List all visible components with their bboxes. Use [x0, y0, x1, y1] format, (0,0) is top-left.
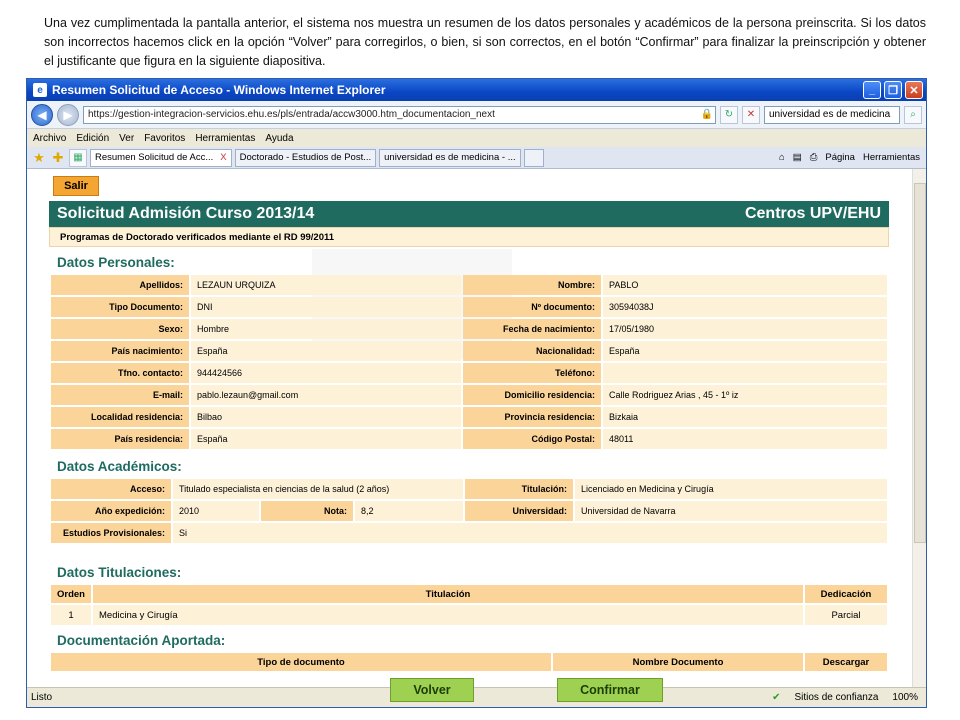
- column-header: Nombre Documento: [553, 653, 803, 671]
- table-header-row: [51, 585, 887, 603]
- field-label: Nº documento:: [463, 297, 601, 317]
- field-label: Localidad residencia:: [51, 407, 189, 427]
- search-icon[interactable]: ⌕: [904, 106, 922, 124]
- tab-close-icon[interactable]: X: [220, 152, 227, 163]
- titulacion-value: Licenciado en Medicina y Cirugía: [575, 479, 887, 499]
- lock-icon[interactable]: 🔒: [700, 109, 714, 120]
- field-label: Titulación:: [465, 479, 573, 499]
- print-icon[interactable]: ⎙: [809, 152, 818, 163]
- column-header: Descargar: [805, 653, 887, 671]
- favorites-star-icon[interactable]: ★: [33, 149, 45, 165]
- menu-herramientas[interactable]: Herramientas: [195, 132, 256, 144]
- forward-icon[interactable]: ▶: [57, 104, 79, 126]
- pais-nacimiento-value: España: [191, 341, 461, 361]
- column-header: Orden: [51, 585, 91, 603]
- tools-menu[interactable]: Herramientas: [862, 152, 920, 163]
- field-label: Nacionalidad:: [463, 341, 601, 361]
- anio-expedicion-value: 2010: [173, 501, 259, 521]
- table-row: [51, 385, 887, 405]
- page-content: [27, 169, 912, 689]
- table-row: [51, 297, 887, 317]
- table-row: [51, 341, 887, 361]
- domicilio-value: Calle Rodriguez Arias , 45 - 1º iz: [603, 385, 887, 405]
- nacionalidad-value: España: [603, 341, 887, 361]
- fecha-nacimiento-value: 17/05/1980: [603, 319, 887, 339]
- num-documento-value: 30594038J: [603, 297, 887, 317]
- field-label: Nombre:: [463, 275, 601, 295]
- tipo-documento-value: DNI: [191, 297, 461, 317]
- field-label: Tipo Documento:: [51, 297, 189, 317]
- trusted-sites-label: Sitios de confianza: [794, 692, 879, 703]
- tab-label: Resumen Solicitud de Acc...: [95, 152, 214, 163]
- personal-data-table: [49, 273, 889, 451]
- table-header-row: [51, 653, 887, 671]
- table-row: [51, 429, 887, 449]
- academic-data-table: [49, 477, 889, 545]
- menu-archivo[interactable]: Archivo: [33, 132, 67, 144]
- column-header: Titulación: [93, 585, 803, 603]
- minimize-icon[interactable]: _: [863, 81, 881, 99]
- refresh-icon[interactable]: ↻: [720, 106, 738, 124]
- titulaciones-section-title: Datos Titulaciones:: [57, 565, 182, 580]
- table-row: [51, 319, 887, 339]
- field-label: Tfno. contacto:: [51, 363, 189, 383]
- home-icon[interactable]: ⌂: [779, 152, 785, 163]
- apellidos-value: LEZAUN URQUIZA: [191, 275, 461, 295]
- nombre-value: PABLO: [603, 275, 887, 295]
- command-bar: [779, 152, 926, 163]
- personal-section-title: Datos Personales:: [57, 255, 175, 270]
- provincia-value: Bizkaia: [603, 407, 887, 427]
- acceso-value: Titulado especialista en ciencias de la salud (2 años): [173, 479, 463, 499]
- field-label: Apellidos:: [51, 275, 189, 295]
- field-label: Código Postal:: [463, 429, 601, 449]
- field-label: Año expedición:: [51, 501, 171, 521]
- email-value: pablo.lezaun@gmail.com: [191, 385, 461, 405]
- status-text: Listo: [31, 692, 53, 703]
- sexo-value: Hombre: [191, 319, 461, 339]
- documentacion-table: [49, 651, 889, 673]
- tabs-bar: [27, 147, 926, 169]
- add-favorite-icon[interactable]: ✚: [52, 149, 64, 165]
- column-header: Tipo de documento: [51, 653, 551, 671]
- maximize-icon[interactable]: ❐: [884, 81, 902, 99]
- tab-label: Doctorado - Estudios de Post...: [239, 152, 372, 163]
- field-label: E-mail:: [51, 385, 189, 405]
- orden-value: 1: [51, 605, 91, 625]
- field-label: Universidad:: [465, 501, 573, 521]
- pais-residencia-value: España: [191, 429, 461, 449]
- telefono-value: [603, 363, 887, 383]
- address-bar: [27, 101, 926, 129]
- titulaciones-table: [49, 583, 889, 627]
- provisionales-value: Si: [173, 523, 887, 543]
- menu-bar: [27, 129, 926, 147]
- intro-paragraph: Una vez cumplimentada la pantalla anterior, el sistema nos muestra un resumen de los datos personales y académicos de la persona preinscrita. Si los datos son incorrectos hacemos click en la opción “Volver” para corregirlos, o bien, si son correctos, en el botón “Confirmar” para finalizar la preinscripción y obtener el justificante que figura en la siguiente diapositiva.: [44, 16, 926, 68]
- field-label: Teléfono:: [463, 363, 601, 383]
- url-text: https://gestion-integracion-servicios.ehu.es/pls/entrada/accw3000.htm_documentacion_next: [88, 109, 495, 120]
- quick-tabs-icon[interactable]: ▦: [69, 149, 87, 167]
- vertical-scrollbar[interactable]: [912, 169, 926, 689]
- field-label: País residencia:: [51, 429, 189, 449]
- table-row: [51, 605, 887, 625]
- table-row: [51, 275, 887, 295]
- column-header: Dedicación: [805, 585, 887, 603]
- menu-ayuda[interactable]: Ayuda: [265, 132, 294, 144]
- table-row: [51, 363, 887, 383]
- close-icon[interactable]: ✕: [905, 81, 923, 99]
- table-row: [51, 479, 887, 499]
- zoom-level[interactable]: 100%: [892, 692, 918, 703]
- scrollbar-thumb[interactable]: [914, 183, 926, 543]
- banner-title: Solicitud Admisión Curso 2013/14: [57, 205, 315, 222]
- localidad-value: Bilbao: [191, 407, 461, 427]
- tab-resumen[interactable]: [90, 149, 232, 167]
- table-row: [51, 407, 887, 427]
- window-titlebar: [27, 79, 926, 101]
- volver-button[interactable]: Volver: [390, 678, 474, 702]
- academic-section-title: Datos Académicos:: [57, 459, 182, 474]
- trusted-sites-icon: ✔: [772, 692, 781, 703]
- field-label: Fecha de nacimiento:: [463, 319, 601, 339]
- browser-window: [26, 78, 927, 708]
- new-tab[interactable]: [524, 149, 544, 167]
- field-label: Estudios Provisionales:: [51, 523, 171, 543]
- stop-icon[interactable]: ✕: [742, 106, 760, 124]
- search-value: universidad es de medicina: [769, 109, 891, 120]
- feeds-icon[interactable]: ▤: [792, 152, 802, 163]
- documentacion-section-title: Documentación Aportada:: [57, 633, 226, 648]
- codigo-postal-value: 48011: [603, 429, 887, 449]
- tab-label: universidad es de medicina - ...: [384, 152, 516, 163]
- field-label: Domicilio residencia:: [463, 385, 601, 405]
- menu-edicion[interactable]: Edición: [76, 132, 110, 144]
- page-banner: [49, 201, 889, 227]
- ie-icon: e: [33, 83, 47, 97]
- page-menu[interactable]: Página: [825, 152, 855, 163]
- url-field[interactable]: [83, 106, 716, 124]
- tfno-value: 944424566: [191, 363, 461, 383]
- window-title: Resumen Solicitud de Acceso - Windows Internet Explorer: [52, 83, 386, 97]
- dedicacion-value: Parcial: [805, 605, 887, 625]
- tab-doctorado[interactable]: [235, 149, 376, 167]
- titulacion-cell: Medicina y Cirugía: [93, 605, 803, 625]
- field-label: País nacimiento:: [51, 341, 189, 361]
- search-input[interactable]: [764, 106, 900, 124]
- menu-ver[interactable]: Ver: [119, 132, 135, 144]
- table-row: [51, 523, 887, 543]
- tab-universidad[interactable]: [379, 149, 520, 167]
- field-label: Sexo:: [51, 319, 189, 339]
- field-label: Provincia residencia:: [463, 407, 601, 427]
- salir-button[interactable]: Salir: [53, 176, 99, 196]
- field-label: Acceso:: [51, 479, 171, 499]
- field-label: Nota:: [261, 501, 353, 521]
- universidad-value: Universidad de Navarra: [575, 501, 887, 521]
- status-bar: [27, 687, 926, 707]
- program-subtitle: Programas de Doctorado verificados mediante el RD 99/2011: [49, 227, 889, 247]
- back-icon[interactable]: ◀: [31, 104, 53, 126]
- nota-value: 8,2: [355, 501, 463, 521]
- menu-favoritos[interactable]: Favoritos: [144, 132, 186, 144]
- table-row: [51, 501, 887, 521]
- banner-centers: Centros UPV/EHU: [744, 205, 881, 222]
- confirmar-button[interactable]: Confirmar: [557, 678, 663, 702]
